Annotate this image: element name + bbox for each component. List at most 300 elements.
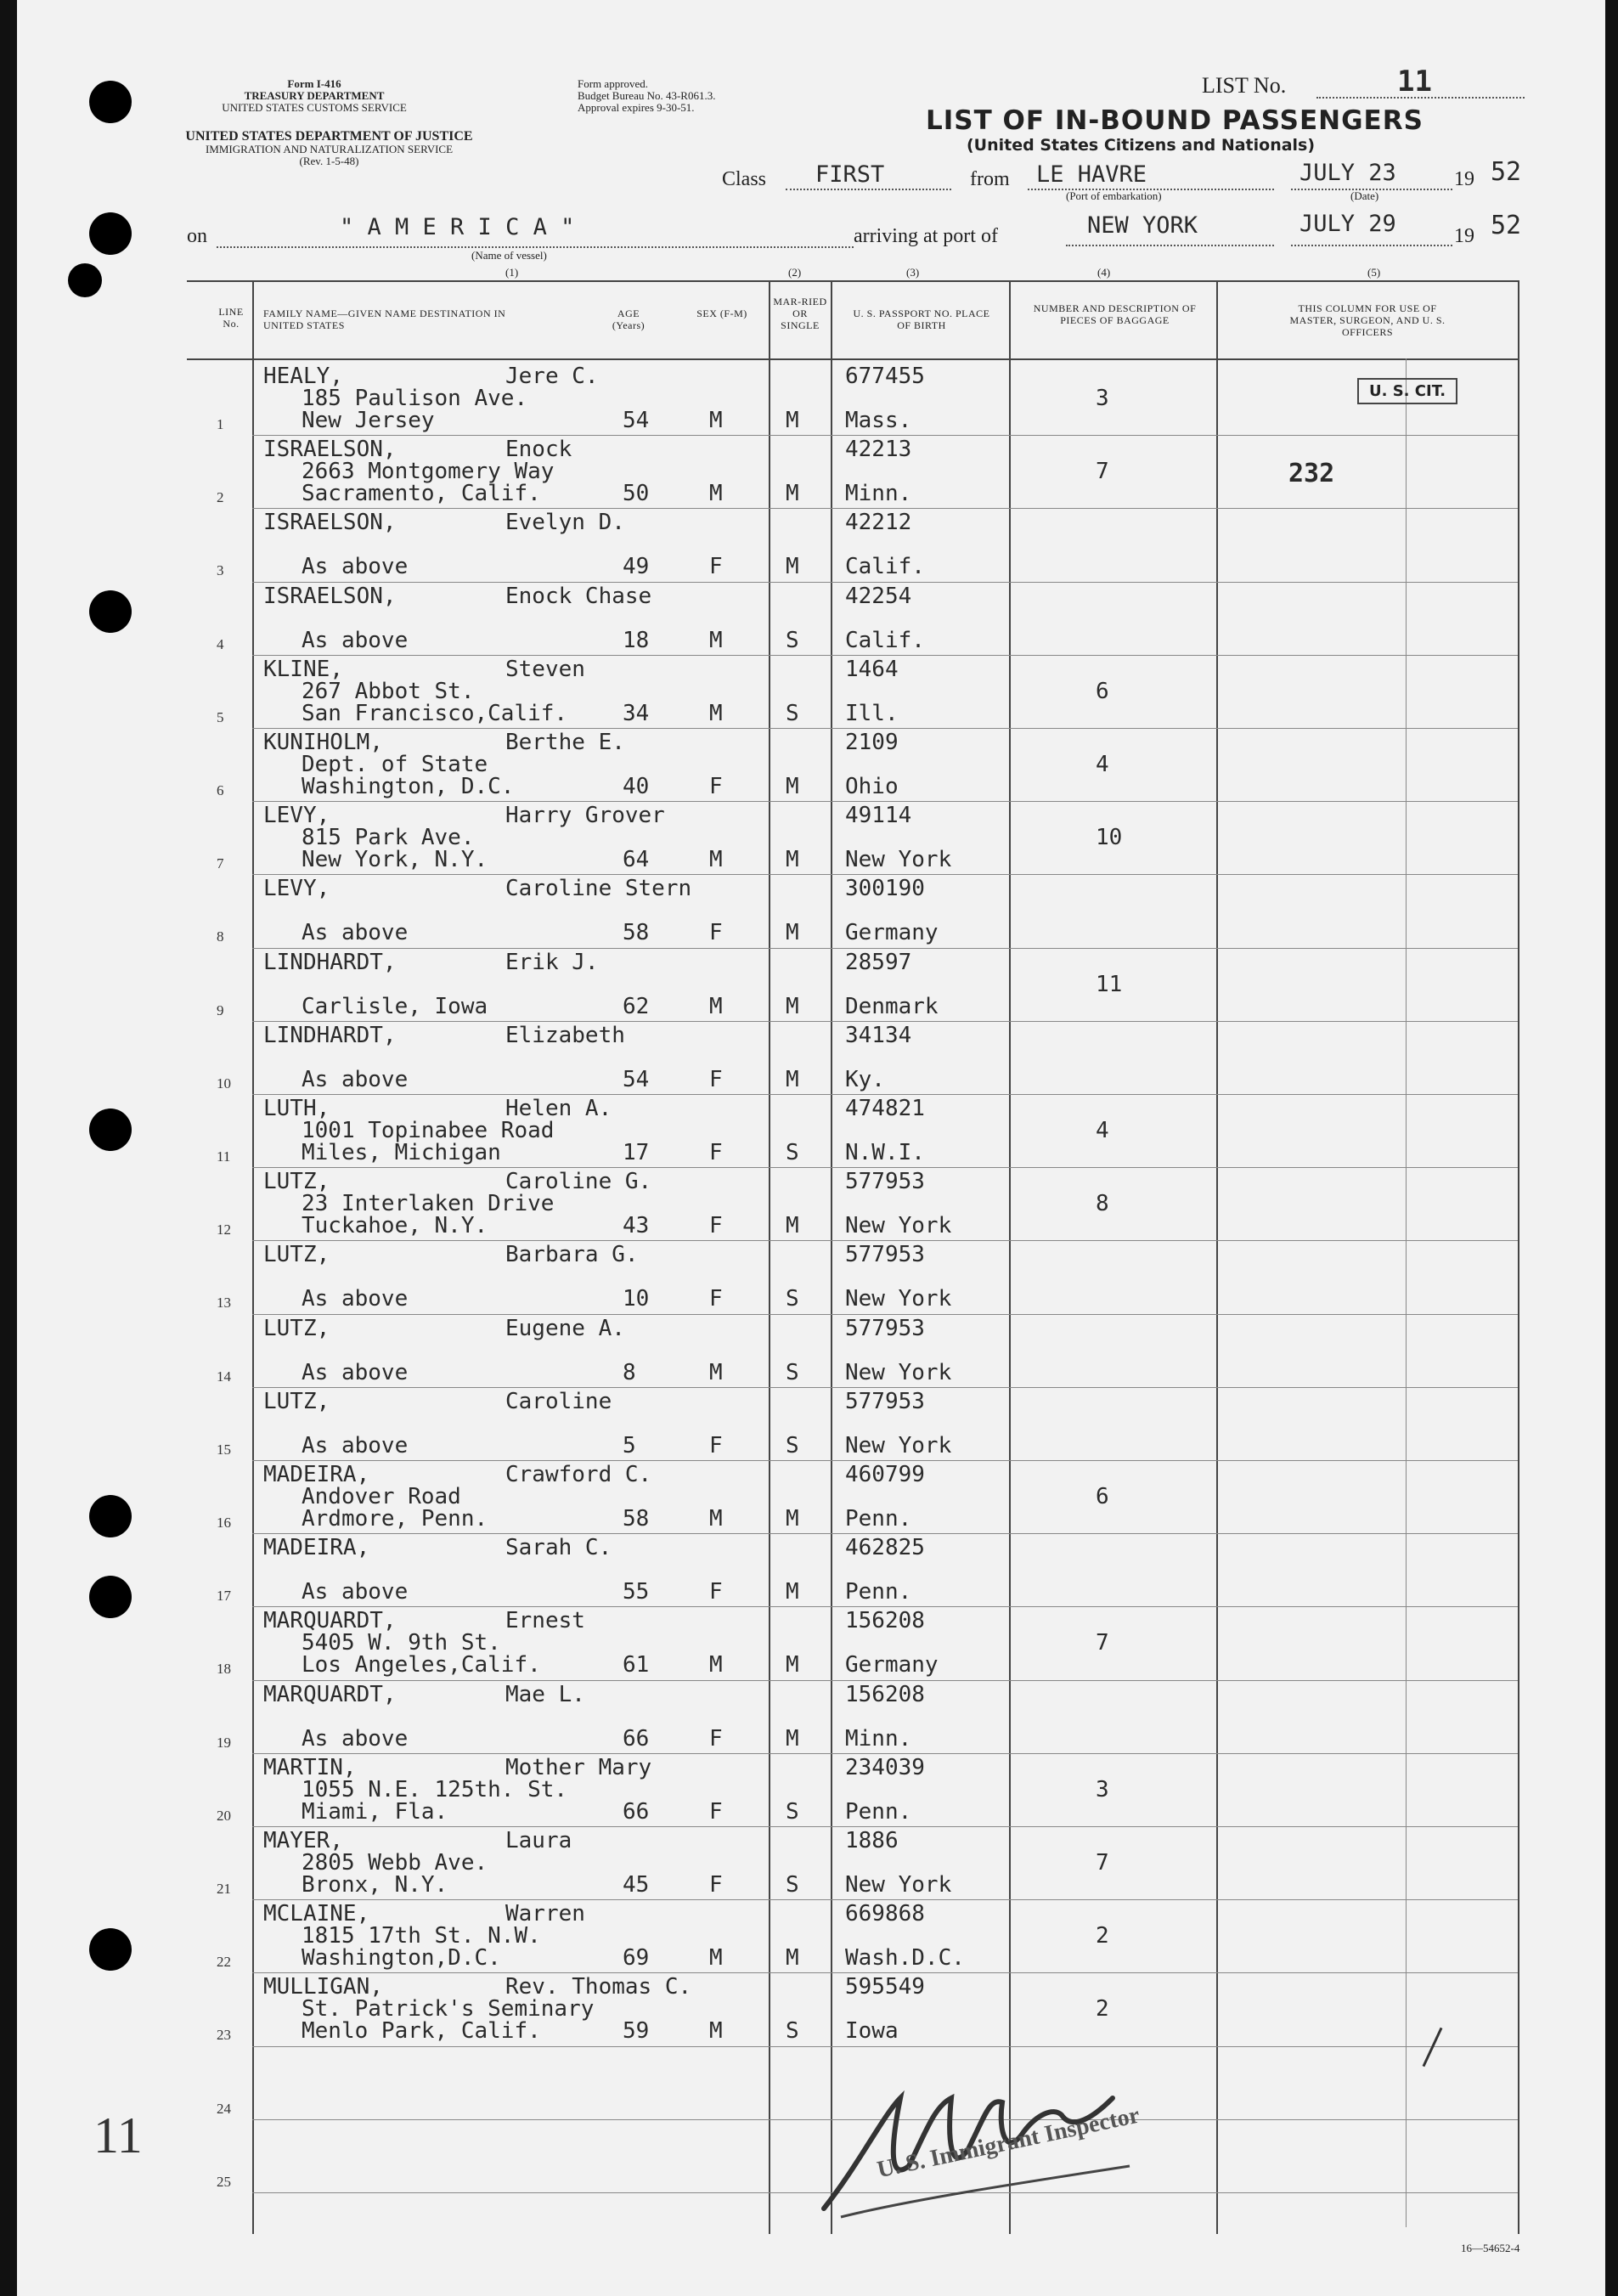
table-row — [17, 1755, 1605, 1828]
age: 5 — [623, 1432, 636, 1458]
place-of-birth: Penn. — [845, 1798, 912, 1825]
line-number: 20 — [217, 1807, 231, 1824]
header-line-no: LINE No. — [218, 306, 244, 330]
sex: M — [709, 1359, 723, 1385]
table-row — [17, 1389, 1605, 1462]
passport-number: 462825 — [845, 1535, 925, 1561]
form-block — [187, 78, 442, 114]
marital-status: M — [786, 920, 799, 946]
row-divider — [252, 582, 1518, 583]
age: 45 — [623, 1872, 650, 1898]
passport-number: 474821 — [845, 1096, 925, 1121]
baggage-count: 6 — [1096, 1484, 1109, 1509]
surname: LUTZ, — [263, 1169, 330, 1195]
justice-block — [183, 129, 476, 167]
row-divider — [252, 1240, 1518, 1241]
marital-status: M — [786, 481, 799, 507]
given-name: Sarah C. — [505, 1535, 612, 1561]
given-name: Enock Chase — [505, 583, 652, 609]
passport-number: 234039 — [845, 1754, 925, 1780]
sex: M — [709, 1506, 723, 1532]
arriving-label: arriving at port of — [854, 225, 998, 247]
address-line-1: 5405 W. 9th St. — [302, 1630, 501, 1656]
age: 61 — [623, 1652, 650, 1678]
place-of-birth: Calif. — [845, 627, 925, 653]
surname: MULLIGAN, — [263, 1974, 383, 2000]
marital-status: S — [786, 1798, 799, 1825]
marital-status: M — [786, 408, 799, 433]
address-line-1: 1001 Topinabee Road — [302, 1118, 555, 1143]
approval-line: Form approved. — [578, 77, 649, 90]
on-label: on — [187, 225, 207, 247]
line-number: 1 — [217, 416, 224, 432]
marital-status: S — [786, 1140, 799, 1165]
surname: KLINE, — [263, 656, 343, 682]
row-divider — [252, 508, 1518, 509]
list-no-label: LIST No. — [1202, 73, 1287, 98]
row-divider — [252, 1606, 1518, 1607]
sex: F — [709, 1725, 723, 1752]
margin-mark: 11 — [93, 2107, 143, 2163]
sex: M — [709, 408, 723, 433]
passport-number: 42212 — [845, 510, 912, 536]
sex: M — [709, 627, 723, 653]
ins-service: IMMIGRATION AND NATURALIZATION SERVICE — [205, 143, 454, 155]
approval-line: Approval expires 9-30-51. — [578, 101, 695, 114]
col-number: (1) — [505, 266, 519, 279]
address-line-2: Miles, Michigan — [302, 1140, 501, 1165]
passport-number: 577953 — [845, 1169, 925, 1195]
table-row — [17, 584, 1605, 657]
sex: M — [709, 993, 723, 1019]
address-line-2: Menlo Park, Calif. — [302, 2018, 541, 2045]
passport-number: 669868 — [845, 1901, 925, 1927]
address-line-2: Carlisle, Iowa — [302, 993, 488, 1019]
header-name: FAMILY NAME—GIVEN NAME DESTINATION IN UNITED STATES — [263, 307, 506, 331]
age: 43 — [623, 1213, 650, 1239]
passport-number: 577953 — [845, 1388, 925, 1414]
sex: M — [709, 847, 723, 873]
address-line-2: As above — [302, 1066, 409, 1092]
row-divider — [252, 1021, 1518, 1022]
place-of-birth: Calif. — [845, 554, 925, 580]
inspector-stamp: U. S. Immigrant Inspector — [875, 2101, 1142, 2184]
surname: ISRAELSON, — [263, 583, 397, 609]
row-divider — [252, 801, 1518, 802]
address-line-2: New Jersey — [302, 408, 435, 433]
age: 55 — [623, 1579, 650, 1605]
place-of-birth: Minn. — [845, 481, 912, 507]
address-line-1: Andover Road — [302, 1484, 461, 1509]
line-number: 13 — [217, 1295, 231, 1312]
line-number: 4 — [217, 635, 224, 652]
line-number: 16 — [217, 1515, 231, 1531]
address-line-2: Sacramento, Calif. — [302, 481, 541, 507]
place-of-birth: New York — [845, 847, 952, 873]
passport-number: 1464 — [845, 656, 899, 682]
sex: F — [709, 1872, 723, 1898]
baggage-count: 4 — [1096, 1118, 1109, 1143]
sex: M — [709, 700, 723, 726]
age: 59 — [623, 2018, 650, 2045]
line-number: 8 — [217, 928, 224, 945]
given-name: Ernest — [505, 1608, 585, 1634]
page-subtitle: (United States Citizens and Nationals) — [967, 136, 1316, 155]
age: 40 — [623, 774, 650, 799]
place-of-birth: Germany — [845, 920, 939, 946]
passport-number: 460799 — [845, 1462, 925, 1487]
address-line-2: San Francisco,Calif. — [302, 700, 568, 726]
address-line-2: Bronx, N.Y. — [302, 1872, 448, 1898]
sex: M — [709, 1945, 723, 1972]
address-line-2: As above — [302, 627, 409, 653]
depart-year: 52 — [1491, 157, 1522, 187]
place-of-birth: Germany — [845, 1652, 939, 1678]
header-married: MAR-RIED OR SINGLE — [773, 296, 827, 331]
header-age: AGE (Years) — [612, 307, 646, 331]
arrive-date: JULY 29 — [1299, 211, 1396, 237]
baggage-count: 10 — [1096, 825, 1123, 851]
marital-status: M — [786, 1213, 799, 1239]
marital-status: M — [786, 993, 799, 1019]
row-divider — [252, 1460, 1518, 1461]
address-line-2: Washington,D.C. — [302, 1945, 501, 1972]
table-row — [17, 950, 1605, 1023]
marital-status: M — [786, 1579, 799, 1605]
age: 10 — [623, 1286, 650, 1312]
table-row — [17, 1169, 1605, 1242]
address-line-2: As above — [302, 1725, 409, 1752]
marital-status: S — [786, 1872, 799, 1898]
line-number: 6 — [217, 782, 224, 798]
baggage-count: 2 — [1096, 1923, 1109, 1949]
given-name: Steven — [505, 656, 585, 682]
address-line-1: 815 Park Ave. — [302, 825, 475, 851]
sex: F — [709, 774, 723, 799]
address-line-1: 2805 Webb Ave. — [302, 1850, 488, 1876]
place-of-birth: Wash.D.C. — [845, 1945, 965, 1972]
table-row — [17, 730, 1605, 803]
line-number: 7 — [217, 855, 224, 872]
marital-status: M — [786, 847, 799, 873]
baggage-count: 4 — [1096, 752, 1109, 777]
marital-status: S — [786, 1286, 799, 1312]
address-line-1: 1815 17th St. N.W. — [302, 1923, 541, 1949]
from-value: LE HAVRE — [1036, 161, 1147, 188]
depart-date: JULY 23 — [1299, 160, 1396, 186]
given-name: Barbara G. — [505, 1242, 639, 1268]
marital-status: M — [786, 554, 799, 580]
surname: LUTZ, — [263, 1315, 330, 1341]
row-divider — [252, 1680, 1518, 1681]
given-name: Warren — [505, 1901, 585, 1927]
address-line-1: Dept. of State — [302, 752, 488, 777]
citizen-stamp: U. S. CIT. — [1357, 378, 1457, 404]
address-line-1: 2663 Montgomery Way — [302, 459, 555, 485]
line-number: 2 — [217, 489, 224, 506]
given-name: Jere C. — [505, 364, 599, 389]
age: 54 — [623, 1066, 650, 1092]
surname: LUTH, — [263, 1096, 330, 1121]
baggage-count: 6 — [1096, 678, 1109, 704]
sex: F — [709, 1213, 723, 1239]
given-name: Mae L. — [505, 1681, 585, 1707]
given-name: Rev. Thomas C. — [505, 1974, 692, 2000]
place-of-birth: Denmark — [845, 993, 939, 1019]
place-of-birth: New York — [845, 1286, 952, 1312]
line-number: 22 — [217, 1954, 231, 1971]
surname: HEALY, — [263, 364, 343, 389]
sex: F — [709, 1432, 723, 1458]
vessel-name: " A M E R I C A " — [340, 214, 575, 240]
table-row — [17, 1462, 1605, 1535]
sex: M — [709, 2018, 723, 2045]
surname: LEVY, — [263, 876, 330, 902]
table-row — [17, 1901, 1605, 1974]
address-line-2: As above — [302, 554, 409, 580]
arrive-year: 52 — [1491, 211, 1522, 240]
surname: MARTIN, — [263, 1754, 357, 1780]
form-number: Form I-416 — [287, 77, 341, 90]
surname: ISRAELSON, — [263, 510, 397, 536]
address-line-1: 185 Paulison Ave. — [302, 386, 528, 411]
line-number: 12 — [217, 1221, 231, 1238]
row-divider — [252, 1314, 1518, 1315]
sex: F — [709, 1579, 723, 1605]
baggage-count: 7 — [1096, 1850, 1109, 1876]
row-divider — [252, 1972, 1518, 1973]
line-number: 17 — [217, 1588, 231, 1605]
row-divider — [252, 435, 1518, 436]
line-number: 3 — [217, 562, 224, 579]
line-number: 9 — [217, 1001, 224, 1018]
address-line-2: Ardmore, Penn. — [302, 1506, 488, 1532]
row-divider — [252, 1387, 1518, 1388]
line-number: 24 — [217, 2100, 231, 2117]
table-row — [17, 1608, 1605, 1681]
class-label: Class — [722, 168, 767, 190]
place-of-birth: New York — [845, 1872, 952, 1898]
row-divider — [252, 728, 1518, 729]
table-row — [17, 1828, 1605, 1901]
table-row — [17, 1535, 1605, 1608]
table-row — [17, 1316, 1605, 1389]
table-row — [17, 510, 1605, 583]
address-line-2: Los Angeles,Calif. — [302, 1652, 541, 1678]
page-title: LIST OF IN-BOUND PASSENGERS — [926, 105, 1424, 136]
marital-status: S — [786, 2018, 799, 2045]
place-of-birth: Mass. — [845, 408, 912, 433]
surname: LINDHARDT, — [263, 1022, 397, 1048]
table-row — [17, 1974, 1605, 2047]
place-of-birth: N.W.I. — [845, 1140, 925, 1165]
passport-number: 34134 — [845, 1022, 912, 1048]
address-line-2: Washington, D.C. — [302, 774, 515, 799]
address-line-1: St. Patrick's Seminary — [302, 1996, 595, 2022]
given-name: Caroline — [505, 1388, 612, 1414]
place-of-birth: Ohio — [845, 774, 899, 799]
treasury-dept: TREASURY DEPARTMENT — [244, 89, 385, 102]
passport-number: 2109 — [845, 730, 899, 755]
passport-number: 49114 — [845, 803, 912, 829]
from-label: from — [970, 168, 1010, 190]
marital-status: S — [786, 1359, 799, 1385]
given-name: Eugene A. — [505, 1315, 625, 1341]
row-divider — [252, 948, 1518, 949]
line-number: 18 — [217, 1661, 231, 1678]
given-name: Crawford C. — [505, 1462, 652, 1487]
baggage-count: 7 — [1096, 1630, 1109, 1656]
sex: F — [709, 1066, 723, 1092]
address-line-2: As above — [302, 1359, 409, 1385]
line-number: 10 — [217, 1075, 231, 1092]
passport-number: 28597 — [845, 949, 912, 975]
table-row — [17, 1096, 1605, 1169]
row-divider — [252, 655, 1518, 656]
place-of-birth: Penn. — [845, 1579, 912, 1605]
surname: ISRAELSON, — [263, 437, 397, 463]
baggage-count: 3 — [1096, 1776, 1109, 1802]
marital-status: M — [786, 1066, 799, 1092]
line-number: 5 — [217, 708, 224, 725]
address-line-2: As above — [302, 1286, 409, 1312]
age: 58 — [623, 920, 650, 946]
age: 58 — [623, 1506, 650, 1532]
row-divider — [252, 1899, 1518, 1900]
given-name: Helen A. — [505, 1096, 612, 1121]
table-row — [17, 803, 1605, 876]
header-sex: SEX (F-M) — [696, 307, 747, 319]
given-name: Caroline Stern — [505, 876, 692, 902]
row-divider — [252, 2046, 1518, 2047]
address-line-1: 23 Interlaken Drive — [302, 1191, 555, 1217]
justice-dept: UNITED STATES DEPARTMENT OF JUSTICE — [185, 129, 473, 144]
nineteen-label: 19 — [1454, 168, 1474, 190]
table-row — [17, 657, 1605, 730]
col-number: (2) — [788, 266, 802, 279]
col-number: (5) — [1367, 266, 1381, 279]
port-caption: (Port of embarkation) — [1066, 189, 1162, 202]
line-number: 23 — [217, 2027, 231, 2044]
passport-number: 42213 — [845, 437, 912, 463]
surname: MARQUARDT, — [263, 1608, 397, 1634]
given-name: Harry Grover — [505, 803, 665, 829]
given-name: Caroline G. — [505, 1169, 652, 1195]
passport-number: 156208 — [845, 1681, 925, 1707]
sex: F — [709, 1286, 723, 1312]
age: 64 — [623, 847, 650, 873]
given-name: Elizabeth — [505, 1022, 625, 1048]
sex: M — [709, 481, 723, 507]
list-no: 11 — [1397, 65, 1432, 99]
class-value: FIRST — [815, 161, 885, 188]
marital-status: M — [786, 1506, 799, 1532]
address-line-2: Tuckahoe, N.Y. — [302, 1213, 488, 1239]
marital-status: M — [786, 1725, 799, 1752]
age: 50 — [623, 481, 650, 507]
surname: MADEIRA, — [263, 1462, 370, 1487]
age: 8 — [623, 1359, 636, 1385]
marital-status: M — [786, 1652, 799, 1678]
row-divider — [252, 874, 1518, 875]
sex: M — [709, 1652, 723, 1678]
line-number: 19 — [217, 1734, 231, 1751]
surname: MAYER, — [263, 1828, 343, 1853]
line-number: 11 — [217, 1148, 231, 1165]
row-divider — [252, 1533, 1518, 1534]
address-line-2: New York, N.Y. — [302, 847, 488, 873]
table-row — [17, 876, 1605, 949]
baggage-count: 8 — [1096, 1191, 1109, 1217]
table-row — [17, 1682, 1605, 1755]
sex: F — [709, 920, 723, 946]
surname: LUTZ, — [263, 1388, 330, 1414]
col-number: (4) — [1097, 266, 1111, 279]
binder-hole — [89, 81, 132, 123]
surname: MCLAINE, — [263, 1901, 370, 1927]
passport-number: 156208 — [845, 1608, 925, 1634]
col-number: (3) — [906, 266, 920, 279]
revision: (Rev. 1-5-48) — [299, 155, 359, 167]
marital-status: M — [786, 774, 799, 799]
table-row — [17, 437, 1605, 510]
marital-status: S — [786, 700, 799, 726]
customs-service: UNITED STATES CUSTOMS SERVICE — [222, 101, 407, 114]
surname: LEVY, — [263, 803, 330, 829]
approval-block — [578, 78, 715, 114]
surname: MADEIRA, — [263, 1535, 370, 1561]
line-number: 14 — [217, 1368, 231, 1385]
header-baggage: NUMBER AND DESCRIPTION OF PIECES OF BAGGAGE — [1033, 302, 1197, 326]
passport-number: 577953 — [845, 1315, 925, 1341]
address-line-1: 267 Abbot St. — [302, 678, 475, 704]
address-line-2: Miami, Fla. — [302, 1798, 448, 1825]
line-number: 25 — [217, 2173, 231, 2190]
address-line-2: As above — [302, 920, 409, 946]
given-name: Erik J. — [505, 949, 599, 975]
header-officers: THIS COLUMN FOR USE OF MASTER, SURGEON, AND U. S. OFFICERS — [1289, 302, 1446, 338]
place-of-birth: Ill. — [845, 700, 899, 726]
passport-number: 595549 — [845, 1974, 925, 2000]
given-name: Laura — [505, 1828, 572, 1853]
place-of-birth: Penn. — [845, 1506, 912, 1532]
marital-status: S — [786, 627, 799, 653]
age: 66 — [623, 1798, 650, 1825]
line-number: 21 — [217, 1881, 231, 1897]
binder-hole — [89, 212, 132, 255]
baggage-count: 11 — [1096, 971, 1123, 997]
passport-number: 577953 — [845, 1242, 925, 1268]
date-caption: (Date) — [1350, 189, 1379, 202]
row-divider — [252, 1826, 1518, 1827]
approval-line: Budget Bureau No. 43-R061.3. — [578, 89, 716, 102]
passport-number: 1886 — [845, 1828, 899, 1853]
footer-code: 16—54652-4 — [1461, 2242, 1520, 2254]
place-of-birth: Minn. — [845, 1725, 912, 1752]
place-of-birth: New York — [845, 1432, 952, 1458]
address-line-2: As above — [302, 1432, 409, 1458]
surname: LINDHARDT, — [263, 949, 397, 975]
given-name: Enock — [505, 437, 572, 463]
manifest-sheet — [17, 0, 1605, 2296]
age: 54 — [623, 408, 650, 433]
place-of-birth: Ky. — [845, 1066, 885, 1092]
table-row — [17, 1242, 1605, 1315]
table-row — [17, 1023, 1605, 1096]
sex: F — [709, 1798, 723, 1825]
given-name: Evelyn D. — [505, 510, 625, 536]
age: 49 — [623, 554, 650, 580]
